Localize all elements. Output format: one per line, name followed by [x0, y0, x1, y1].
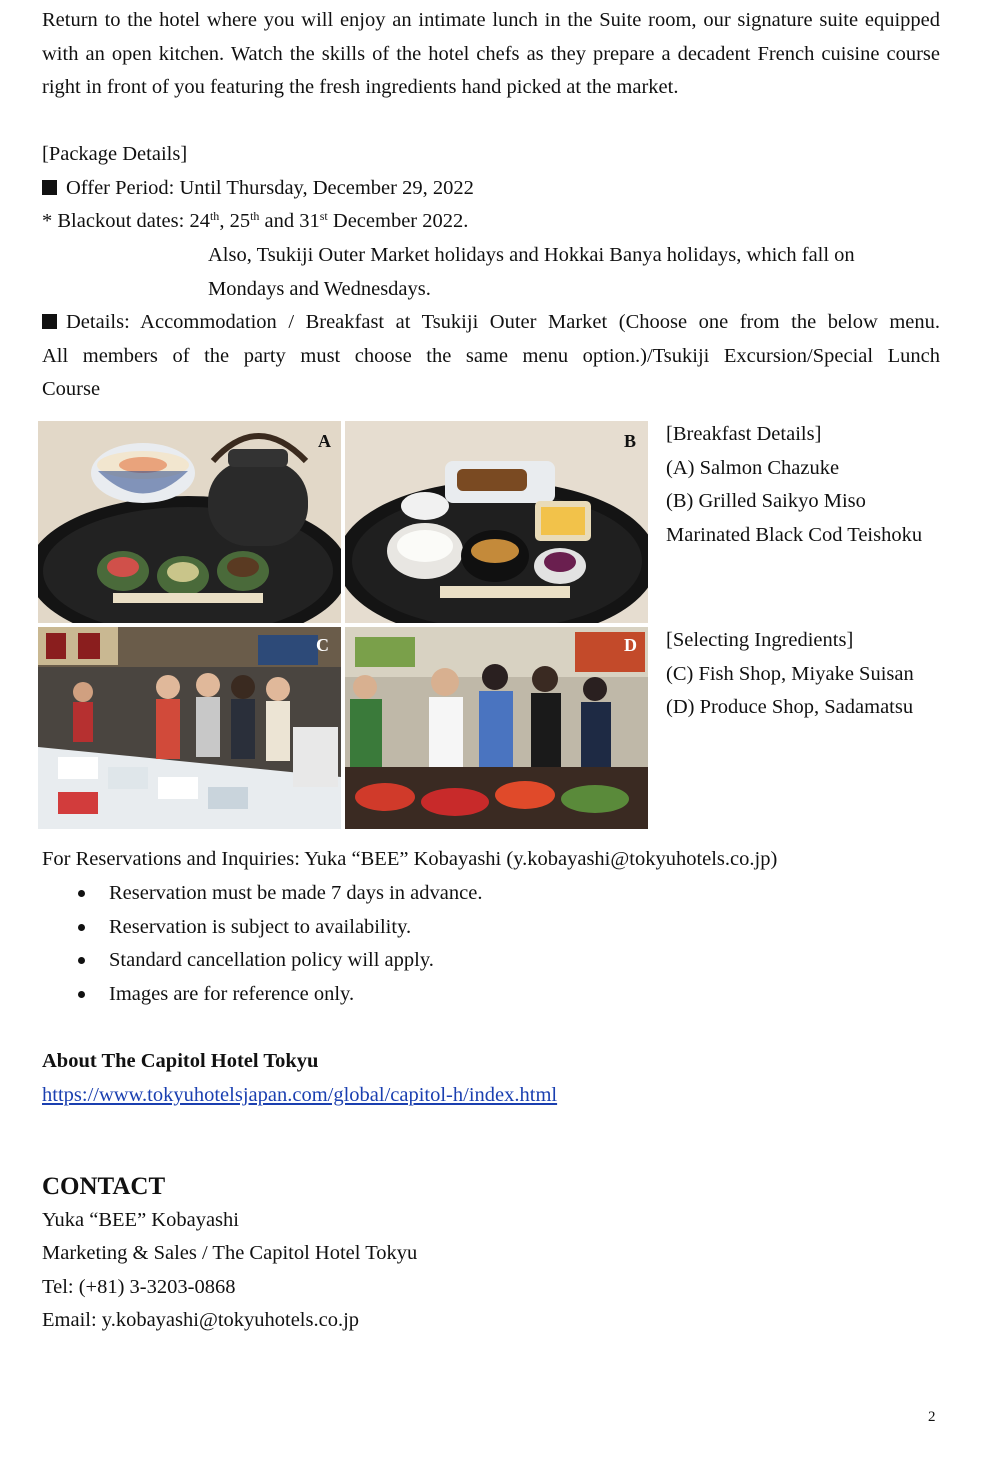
ingredients-heading: [Selecting Ingredients] [666, 629, 854, 651]
contact-heading: CONTACT [42, 1173, 166, 1200]
photo-grilled-cod-teishoku [345, 421, 648, 623]
contact-name: Yuka “BEE” Kobayashi [42, 1209, 239, 1231]
details-line: Course [42, 378, 101, 400]
bullet-icon [78, 991, 85, 998]
details-line: Details: Accommodation / Breakfast at Tsukiji Outer Market (Choose one from the below menu. [42, 306, 940, 340]
offer-period: Offer Period: Until Thursday, December 29, 2022 [42, 172, 940, 206]
bullet-icon [78, 890, 85, 897]
photo-fish-shop [38, 627, 341, 829]
photo-salmon-chazuke [38, 421, 341, 623]
details-line: All members of the party must choose the same menu option.)/Tsukiji Excursion/Special Lunch [42, 345, 940, 367]
intro-paragraph: Return to the hotel where you will enjoy an intimate lunch in the Suite room, our signature suite equipped with an open kitchen. Watch the skills of the hotel chefs as they prepare a decadent French cuisine course right in front of you featuring the fresh ingredients hand picked at the market. [42, 9, 940, 99]
contact-department: Marketing & Sales / The Capitol Hotel Tokyu [42, 1242, 418, 1264]
breakfast-option-a: (A) Salmon Chazuke [666, 456, 840, 479]
about-heading: About The Capitol Hotel Tokyu [42, 1050, 319, 1072]
photo-label-b: B [624, 431, 637, 451]
breakfast-option-b: (B) Grilled Saikyo Miso [666, 490, 866, 513]
square-bullet-icon [42, 314, 57, 329]
ingredients-shop-d: (D) Produce Shop, Sadamatsu [666, 696, 914, 719]
hotel-website-link[interactable]: https://www.tokyuhotelsjapan.com/global/capitol-h/index.html [42, 1084, 558, 1106]
photo-label-d: D [624, 635, 637, 655]
list-item: Reservation must be made 7 days in advance. [42, 877, 482, 911]
breakfast-heading: [Breakfast Details] [666, 423, 822, 445]
contact-tel: Tel: (+81) 3-3203-0868 [42, 1276, 236, 1298]
photo-label-a: A [318, 431, 331, 451]
list-item: Reservation is subject to availability. [42, 911, 482, 945]
package-heading: [Package Details] [42, 143, 188, 165]
bullet-icon [78, 957, 85, 964]
square-bullet-icon [42, 180, 57, 195]
hotel-website-link-wrap [42, 1079, 940, 1113]
list-item: Images are for reference only. [42, 978, 482, 1012]
photo-label-c: C [316, 635, 329, 655]
blackout-dates: * Blackout dates: 24th, 25th and 31st December 2022. [42, 209, 469, 232]
breakfast-details [666, 418, 966, 552]
list-item: Standard cancellation policy will apply. [42, 944, 482, 978]
breakfast-option-b-cont: Marinated Black Cod Teishoku [666, 523, 923, 546]
blackout-note-line: Also, Tsukiji Outer Market holidays and Hokkai Banya holidays, which fall on [208, 244, 855, 266]
page-number: 2 [928, 1409, 936, 1425]
contact-email: Email: y.kobayashi@tokyuhotels.co.jp [42, 1309, 360, 1331]
bullet-icon [78, 924, 85, 931]
reservation-notes [42, 877, 482, 1011]
reservations-line: For Reservations and Inquiries: Yuka “BEE” Kobayashi (y.kobayashi@tokyuhotels.co.jp) [42, 848, 778, 870]
selecting-ingredients [666, 624, 966, 725]
photo-produce-shop [345, 627, 648, 829]
blackout-note-line: Mondays and Wednesdays. [208, 278, 431, 300]
ingredients-shop-c: (C) Fish Shop, Miyake Suisan [666, 662, 914, 685]
